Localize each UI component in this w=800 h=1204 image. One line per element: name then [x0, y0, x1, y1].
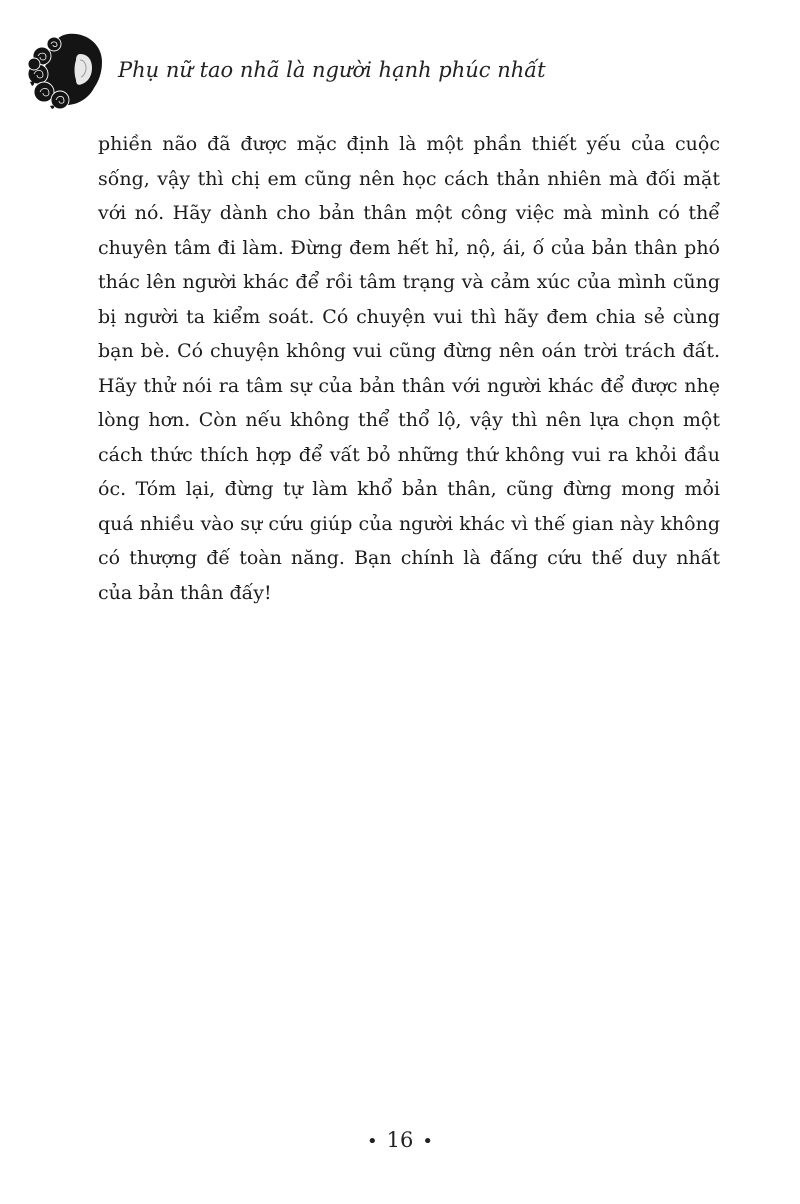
woman-silhouette-with-roses-icon	[28, 30, 110, 110]
running-title: Phụ nữ tao nhã là người hạnh phúc nhất	[118, 58, 546, 82]
running-header	[28, 30, 728, 110]
body-paragraph: phiền não đã được mặc định là một phần thiết yếu của cuộc sống, vậy thì chị em cũng nên học cách thản nhiên mà đối mặt với nó. Hãy dành cho bản thân một công việc mà mình có thể chuyên tâm đi làm. Đừng đem hết hỉ, nộ, ái, ố của bản thân phó thác lên người khác để rồi tâm trạng và cảm xúc của mình cũng bị người ta kiểm soát. Có chuyện vui thì hãy đem chia sẻ cùng bạn bè. Có chuyện không vui cũng đừng nên oán trời trách đất. Hãy thử nói ra tâm sự của bản thân với người khác để được nhẹ lòng hơn. Còn nếu không thể thổ lộ, vậy thì nên lựa chọn một cách thức thích hợp để vất bỏ những thứ không vui ra khỏi đầu óc. Tóm lại, đừng tự làm khổ bản thân, cũng đừng mong mỏi quá nhiều vào sự cứu giúp của người khác vì thế gian này không có thượng đế toàn năng. Bạn chính là đấng cứu thế duy nhất của bản thân đấy!	[98, 133, 720, 604]
page-number: 16	[386, 1128, 414, 1152]
bullet-right: •	[422, 1131, 433, 1152]
page-number-footer	[0, 1128, 800, 1152]
main-body-text	[98, 127, 720, 610]
bullet-left: •	[367, 1131, 378, 1152]
